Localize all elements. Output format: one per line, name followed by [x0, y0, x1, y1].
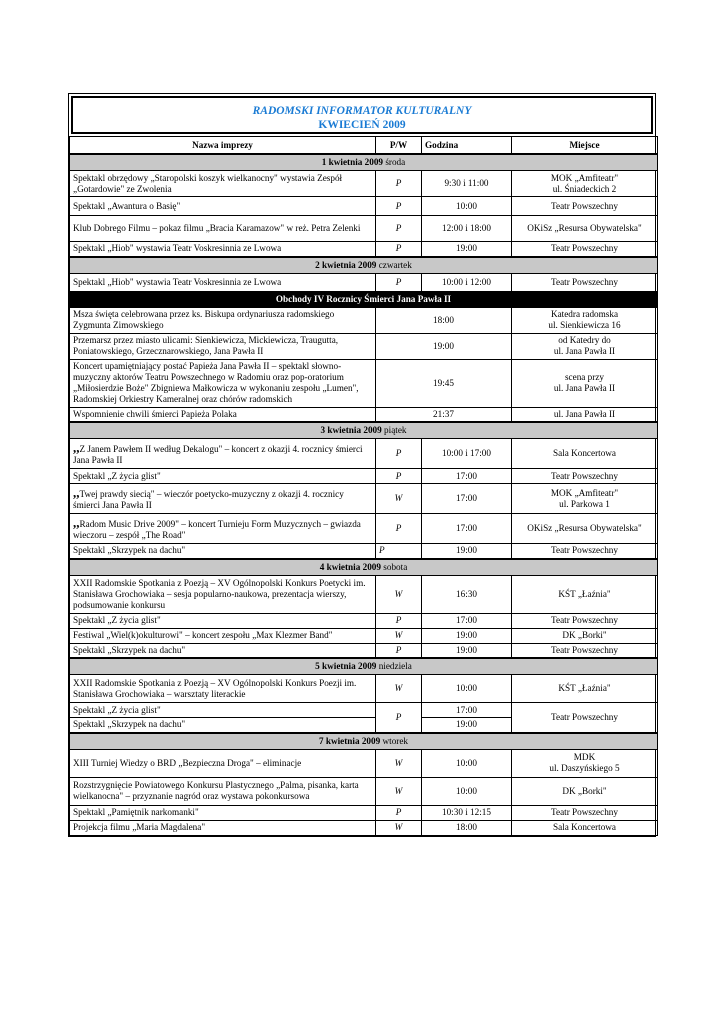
- event-name: XXII Radomskie Spotkania z Poezją – XV Ogólnopolski Konkurs Poezji im. Stanisława Grochowiaka – warsztaty literackie: [70, 675, 376, 703]
- event-pw: P: [376, 514, 422, 544]
- table-row: [70, 273, 658, 291]
- place-line-2: ul. Daszyńskiego 5: [549, 763, 620, 773]
- day-date: 3 kwietnia 2009: [320, 425, 382, 435]
- event-name: Koncert upamiętniający postać Papieża Jana Pawła II – spektakl słowno-muzyczny aktorów Teatru Powszechnego w Radomiu oraz pop-oratorium „Miłosierdzie Boże" Zbigniewa Małkowicza w wykonaniu zespołu „Lumen", Radomskiej Orkiestry Kameralnej oraz chórów radomskich: [70, 359, 376, 407]
- day-weekday: czwartek: [378, 259, 412, 270]
- place-line-2: ul. Śniadeckich 2: [552, 183, 617, 194]
- day-header: [70, 154, 658, 171]
- event-name: Spektakl „Hiob" wystawia Teatr Voskresinnia ze Lwowa: [70, 242, 376, 257]
- event-pw: P: [376, 469, 422, 484]
- event-time: 19:00: [422, 643, 512, 658]
- day-date: 7 kwietnia 2009: [318, 735, 381, 746]
- event-place: DK „Borki": [512, 777, 658, 805]
- event-pw: P: [376, 805, 422, 820]
- event-time: 18:00: [376, 307, 512, 333]
- event-name: Festiwal „Wiel(k)okulturowi" – koncert zespołu „Max Klezmer Band": [70, 628, 376, 643]
- event-pw: P: [376, 703, 422, 733]
- event-place: Teatr Powszechny: [512, 273, 658, 291]
- event-name: Spektakl „Z życia glist": [70, 613, 376, 628]
- event-name: Spektakl „Hiob" wystawia Teatr Voskresinnia ze Lwowa: [70, 273, 376, 291]
- table-row: [70, 643, 658, 658]
- event-time: 19:00: [422, 628, 512, 643]
- table-row: [70, 628, 658, 643]
- event-pw: W: [376, 484, 422, 514]
- table-row: [70, 439, 658, 469]
- event-name: [70, 439, 376, 469]
- event-name: Msza święta celebrowana przez ks. Biskupa ordynariusza radomskiego Zygmunta Zimowskiego: [70, 307, 376, 333]
- event-name: Klub Dobrego Filmu – pokaz filmu „Bracia Karamazow" w reż. Petra Zelenki: [70, 216, 376, 242]
- event-pw: P: [376, 242, 422, 257]
- event-name: Spektakl „Awantura o Basię": [70, 197, 376, 216]
- event-time: 10:30 i 12:15: [422, 805, 512, 820]
- event-place: [512, 307, 658, 333]
- section-header-jp2: [70, 291, 658, 307]
- place-line-2: ul. Jana Pawła II: [553, 346, 616, 356]
- event-name: XIII Turniej Wiedzy o BRD „Bezpieczna Droga" – eliminacje: [70, 749, 376, 777]
- event-name-text: Z Janem Pawłem II według Dekalogu" – koncert z okazji 4. rocznicy śmierci Jana Pawła II: [73, 443, 363, 465]
- event-pw: P: [376, 643, 422, 658]
- table-row: [70, 675, 658, 703]
- event-pw: W: [376, 820, 422, 835]
- event-place: DK „Borki": [512, 628, 658, 643]
- event-place: Sala Koncertowa: [512, 439, 658, 469]
- event-place: KŚT „Łaźnia": [512, 575, 658, 613]
- event-place: [512, 359, 658, 407]
- event-place: ul. Jana Pawła II: [512, 407, 658, 422]
- event-pw: P: [376, 273, 422, 291]
- day-header: [70, 257, 658, 274]
- day-weekday: piątek: [384, 425, 407, 435]
- event-time: 19:00: [422, 242, 512, 257]
- table-row: [70, 359, 658, 407]
- event-pw: P: [376, 197, 422, 216]
- day-weekday: środa: [385, 157, 406, 167]
- event-place: Sala Koncertowa: [512, 820, 658, 835]
- day-date: 4 kwietnia 2009: [319, 561, 381, 572]
- event-place: Teatr Powszechny: [512, 242, 658, 257]
- place-line-1: MOK „Amfiteatr": [550, 487, 619, 498]
- table-row: [70, 777, 658, 805]
- event-time: 17:00: [422, 613, 512, 628]
- table-row: [70, 613, 658, 628]
- event-pw: P: [376, 171, 422, 197]
- event-place: Teatr Powszechny: [512, 643, 658, 658]
- event-place: KŚT „Łaźnia": [512, 675, 658, 703]
- table-row: [70, 197, 658, 216]
- event-name: Spektakl „Pamiętnik narkomanki": [70, 805, 376, 820]
- place-line-1: MDK: [573, 752, 596, 762]
- event-name: Rozstrzygnięcie Powiatowego Konkursu Plastycznego „Palma, pisanka, karta wielkanocna" – przyznanie nagród oraz wystawa pokonkursowa: [70, 777, 376, 805]
- event-time: 10:00: [422, 197, 512, 216]
- event-time: 10:00: [422, 777, 512, 805]
- place-line-2: ul. Sienkiewicza 16: [548, 320, 621, 330]
- event-place: Teatr Powszechny: [512, 613, 658, 628]
- day-header: [70, 733, 658, 750]
- event-time: 10:00: [422, 675, 512, 703]
- table-row: [70, 820, 658, 835]
- event-time: 17:00: [422, 703, 512, 718]
- table-row: [70, 171, 658, 197]
- informator-sheet: [68, 93, 656, 837]
- event-time: 10:00 i 12:00: [422, 273, 512, 291]
- event-time: 17:00: [422, 514, 512, 544]
- place-line-2: ul. Parkowa 1: [559, 498, 610, 509]
- quote-mark: ,,: [73, 484, 80, 500]
- place-line-1: od Katedry do: [558, 335, 611, 345]
- event-time: 19:00: [422, 718, 512, 733]
- table-row: [70, 575, 658, 613]
- event-time: 18:00: [422, 820, 512, 835]
- event-place: Teatr Powszechny: [512, 197, 658, 216]
- table-row: [70, 307, 658, 333]
- table-row: [70, 749, 658, 777]
- event-name-text: Twej prawdy siecią" – wieczór poetycko-muzyczny z okazji 4. rocznicy śmierci Jana Pawła II: [73, 488, 344, 510]
- event-time: 17:00: [422, 484, 512, 514]
- event-time: 10:00: [422, 749, 512, 777]
- header-pw: P/W: [376, 137, 422, 155]
- event-pw: W: [376, 575, 422, 613]
- event-name: Spektakl obrzędowy „Staropolski koszyk wielkanocny" wystawia Zespół „Gotardowie" ze Zwolenia: [70, 171, 376, 197]
- header-row: [70, 137, 658, 155]
- table-row: [70, 407, 658, 422]
- event-place: Teatr Powszechny: [512, 805, 658, 820]
- event-pw: P: [376, 544, 422, 559]
- event-name: Spektakl „Z życia glist": [70, 469, 376, 484]
- event-place: OKiSz „Resursa Obywatelska": [512, 514, 658, 544]
- event-place: [512, 333, 658, 359]
- table-row: [70, 242, 658, 257]
- day-date: 5 kwietnia 2009: [315, 661, 377, 671]
- table-row: [70, 805, 658, 820]
- event-name: Projekcja filmu „Maria Magdalena": [70, 820, 376, 835]
- event-pw: W: [376, 777, 422, 805]
- table-row: [70, 216, 658, 242]
- header-time: Godzina: [422, 137, 512, 155]
- event-time: 10:00 i 17:00: [422, 439, 512, 469]
- day-weekday: wtorek: [382, 735, 409, 746]
- event-name: XXII Radomskie Spotkania z Poezją – XV Ogólnopolski Konkurs Poetycki im. Stanisława Grochowiaka – sesja popularno-naukowa, prezentacja wierszy, podsumowanie konkursu: [70, 575, 376, 613]
- event-place: [512, 484, 658, 514]
- day-header: [70, 559, 658, 576]
- title-box: [71, 96, 653, 134]
- event-place: [512, 749, 658, 777]
- event-place: Teatr Powszechny: [512, 703, 658, 733]
- event-place: [512, 171, 658, 197]
- quote-mark: ,,: [73, 439, 80, 455]
- event-time: 19:45: [376, 359, 512, 407]
- document-subtitle: KWIECIEŃ 2009: [318, 119, 406, 131]
- day-header: [70, 658, 658, 675]
- event-time: 12:00 i 18:00: [422, 216, 512, 242]
- event-name: Przemarsz przez miasto ulicami: Sienkiewicza, Mickiewicza, Traugutta, Poniatowskiego, Grzecznarowskiego, Jana Pawła II: [70, 333, 376, 359]
- event-place: Teatr Powszechny: [512, 469, 658, 484]
- quote-mark: ,,: [73, 514, 80, 530]
- event-time: 17:00: [422, 469, 512, 484]
- event-pw: W: [376, 628, 422, 643]
- place-line-2: ul. Jana Pawła II: [553, 383, 616, 393]
- event-time: 21:37: [376, 407, 512, 422]
- event-pw: W: [376, 675, 422, 703]
- event-pw: W: [376, 749, 422, 777]
- table-row: [70, 333, 658, 359]
- header-name: Nazwa imprezy: [70, 137, 376, 155]
- table-row: [70, 469, 658, 484]
- events-table: [69, 136, 658, 836]
- place-line-1: scena przy: [564, 372, 605, 382]
- document-title: RADOMSKI INFORMATOR KULTURALNY: [252, 105, 472, 117]
- event-name: Wspomnienie chwili śmierci Papieża Polaka: [70, 407, 376, 422]
- day-header: [70, 422, 658, 439]
- day-date: 2 kwietnia 2009: [315, 259, 377, 270]
- table-row: [70, 514, 658, 544]
- event-name: [70, 514, 376, 544]
- event-name: Spektakl „Z życia glist": [70, 703, 376, 718]
- table-row: [70, 484, 658, 514]
- table-row: [70, 544, 658, 559]
- place-line-1: Katedra radomska: [550, 309, 619, 319]
- table-row: [70, 703, 658, 718]
- event-pw: P: [376, 216, 422, 242]
- event-place: Teatr Powszechny: [512, 544, 658, 559]
- event-name: Spektakl „Skrzypek na dachu": [70, 718, 376, 733]
- event-time: 16:30: [422, 575, 512, 613]
- event-time: 19:00: [376, 333, 512, 359]
- day-weekday: sobota: [383, 561, 408, 572]
- event-name: [70, 484, 376, 514]
- place-line-1: MOK „Amfiteatr": [550, 172, 619, 183]
- day-weekday: niedziela: [378, 661, 412, 671]
- day-date: 1 kwietnia 2009: [321, 157, 384, 167]
- section-title: Obchody IV Rocznicy Śmierci Jana Pawła II: [70, 291, 658, 307]
- event-place: OKiSz „Resursa Obywatelska": [512, 216, 658, 242]
- event-name: Spektakl „Skrzypek na dachu": [70, 544, 376, 559]
- event-time: 19:00: [422, 544, 512, 559]
- event-time: 9:30 i 11:00: [422, 171, 512, 197]
- header-place: Miejsce: [512, 137, 658, 155]
- event-name: Spektakl „Skrzypek na dachu": [70, 643, 376, 658]
- event-name-text: Radom Music Drive 2009" – koncert Turnieju Form Muzycznych – gwiazda wieczoru – zespół „The Road": [73, 518, 361, 540]
- event-pw: P: [376, 439, 422, 469]
- event-pw: P: [376, 613, 422, 628]
